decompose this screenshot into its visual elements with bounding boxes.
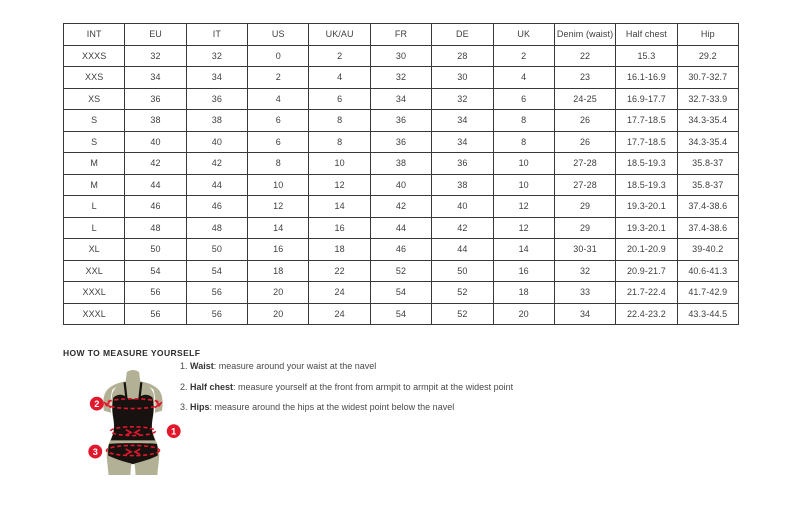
size-cell: 12 <box>309 174 370 196</box>
size-cell: 40 <box>186 131 247 153</box>
size-cell: 44 <box>370 217 431 239</box>
size-cell: 44 <box>125 174 186 196</box>
size-cell: 38 <box>186 110 247 132</box>
size-cell: 10 <box>493 174 554 196</box>
size-cell: 19.3-20.1 <box>616 217 677 239</box>
size-cell: 36 <box>370 131 431 153</box>
size-row <box>64 260 739 282</box>
size-cell: 20.9-21.7 <box>616 260 677 282</box>
column-header: FR <box>370 24 431 46</box>
size-cell: 18 <box>248 260 309 282</box>
size-cell: 44 <box>186 174 247 196</box>
size-cell: 22 <box>309 260 370 282</box>
column-header: Hip <box>677 24 738 46</box>
measure-item-text: : measure yourself at the front from armpit to armpit at the widest point <box>233 381 514 392</box>
size-cell: 34 <box>554 303 615 325</box>
size-cell: 50 <box>186 239 247 261</box>
measure-item-waist <box>180 362 513 371</box>
size-cell: 56 <box>186 303 247 325</box>
measure-instructions <box>180 362 513 424</box>
mannequin-illustration <box>87 369 183 477</box>
size-cell: 40 <box>125 131 186 153</box>
size-cell: 24 <box>309 303 370 325</box>
size-cell: 18.5-19.3 <box>616 174 677 196</box>
size-row <box>64 45 739 67</box>
size-cell: 18.5-19.3 <box>616 153 677 175</box>
size-cell: 46 <box>370 239 431 261</box>
size-chart-body <box>64 45 739 325</box>
size-cell: XXXL <box>64 303 125 325</box>
size-cell: 6 <box>309 88 370 110</box>
size-cell: 32 <box>186 45 247 67</box>
size-cell: 52 <box>432 303 493 325</box>
size-cell: 20 <box>248 282 309 304</box>
size-cell: 42 <box>370 196 431 218</box>
size-cell: 46 <box>186 196 247 218</box>
size-cell: XXS <box>64 67 125 89</box>
size-cell: 43.3-44.5 <box>677 303 738 325</box>
size-row <box>64 196 739 218</box>
size-row <box>64 88 739 110</box>
size-cell: M <box>64 153 125 175</box>
size-cell: 54 <box>186 260 247 282</box>
size-cell: 16.1-16.9 <box>616 67 677 89</box>
size-cell: XS <box>64 88 125 110</box>
mannequin-figure <box>87 369 183 477</box>
size-cell: 16 <box>309 217 370 239</box>
size-cell: 8 <box>493 110 554 132</box>
size-cell: 8 <box>493 131 554 153</box>
column-header: UK/AU <box>309 24 370 46</box>
size-cell: 34 <box>186 67 247 89</box>
size-cell: 29 <box>554 217 615 239</box>
column-header: EU <box>125 24 186 46</box>
size-cell: 39-40.2 <box>677 239 738 261</box>
size-row <box>64 303 739 325</box>
size-cell: 36 <box>370 110 431 132</box>
size-cell: 14 <box>248 217 309 239</box>
size-cell: 46 <box>125 196 186 218</box>
size-cell: 10 <box>493 153 554 175</box>
marker-label-hips: 3 <box>92 446 98 457</box>
measure-item-text: : measure around the hips at the widest point below the navel <box>209 402 455 412</box>
size-cell: 36 <box>186 88 247 110</box>
size-cell: 17.7-18.5 <box>616 110 677 132</box>
size-cell: 44 <box>432 239 493 261</box>
marker-label-half-chest: 2 <box>94 398 100 409</box>
size-cell: 32 <box>432 88 493 110</box>
measure-item-number: 2. <box>180 381 188 392</box>
size-cell: 26 <box>554 110 615 132</box>
size-cell: 32 <box>370 67 431 89</box>
size-row <box>64 131 739 153</box>
size-cell: 24 <box>309 282 370 304</box>
size-cell: 29.2 <box>677 45 738 67</box>
column-header: Denim (waist) <box>554 24 615 46</box>
size-cell: 16.9-17.7 <box>616 88 677 110</box>
size-cell: 42 <box>432 217 493 239</box>
size-cell: 4 <box>493 67 554 89</box>
size-cell: 42 <box>125 153 186 175</box>
size-cell: 8 <box>309 110 370 132</box>
size-cell: 37.4-38.6 <box>677 217 738 239</box>
size-cell: 0 <box>248 45 309 67</box>
size-cell: 48 <box>186 217 247 239</box>
size-cell: 54 <box>370 303 431 325</box>
size-cell: 24-25 <box>554 88 615 110</box>
measure-item-term: Half chest <box>190 381 234 392</box>
size-cell: 52 <box>370 260 431 282</box>
size-cell: 10 <box>309 153 370 175</box>
size-cell: 34.3-35.4 <box>677 131 738 153</box>
size-cell: 56 <box>186 282 247 304</box>
size-cell: 27-28 <box>554 174 615 196</box>
size-cell: 48 <box>125 217 186 239</box>
size-cell: 12 <box>493 196 554 218</box>
column-header: INT <box>64 24 125 46</box>
size-cell: XXL <box>64 260 125 282</box>
size-cell: 50 <box>125 239 186 261</box>
size-cell: 12 <box>493 217 554 239</box>
column-header: IT <box>186 24 247 46</box>
size-chart-head <box>64 24 739 46</box>
size-cell: 42 <box>186 153 247 175</box>
measure-item-half-chest <box>180 383 513 392</box>
size-cell: 18 <box>493 282 554 304</box>
size-cell: 30 <box>432 67 493 89</box>
size-cell: 40 <box>370 174 431 196</box>
size-row <box>64 217 739 239</box>
size-row <box>64 174 739 196</box>
size-cell: 21.7-22.4 <box>616 282 677 304</box>
size-cell: 8 <box>248 153 309 175</box>
size-cell: 54 <box>370 282 431 304</box>
size-cell: 8 <box>309 131 370 153</box>
measure-item-text: : measure around your waist at the navel <box>213 361 377 371</box>
size-cell: L <box>64 217 125 239</box>
size-cell: 12 <box>248 196 309 218</box>
measure-item-number: 1. <box>180 361 188 371</box>
size-cell: 2 <box>493 45 554 67</box>
column-header: UK <box>493 24 554 46</box>
size-cell: 22.4-23.2 <box>616 303 677 325</box>
size-cell: 23 <box>554 67 615 89</box>
size-cell: 40 <box>432 196 493 218</box>
size-cell: 6 <box>248 110 309 132</box>
size-cell: 32 <box>125 45 186 67</box>
size-cell: L <box>64 196 125 218</box>
size-cell: 56 <box>125 282 186 304</box>
size-row <box>64 153 739 175</box>
size-cell: 34 <box>432 131 493 153</box>
size-cell: M <box>64 174 125 196</box>
size-cell: 4 <box>248 88 309 110</box>
size-cell: 36 <box>125 88 186 110</box>
size-cell: 18 <box>309 239 370 261</box>
size-cell: 14 <box>309 196 370 218</box>
measure-item-term: Hips <box>190 402 210 412</box>
size-cell: XXXS <box>64 45 125 67</box>
size-cell: 19.3-20.1 <box>616 196 677 218</box>
size-cell: 6 <box>493 88 554 110</box>
size-cell: 4 <box>309 67 370 89</box>
size-cell: 29 <box>554 196 615 218</box>
measure-heading: HOW TO MEASURE YOURSELF <box>63 348 201 358</box>
size-cell: 15.3 <box>616 45 677 67</box>
size-cell: 2 <box>309 45 370 67</box>
size-chart-table <box>63 23 739 325</box>
size-cell: 36 <box>432 153 493 175</box>
size-cell: 52 <box>432 282 493 304</box>
size-cell: 30.7-32.7 <box>677 67 738 89</box>
size-cell: 30-31 <box>554 239 615 261</box>
size-cell: 22 <box>554 45 615 67</box>
size-cell: 33 <box>554 282 615 304</box>
size-cell: S <box>64 131 125 153</box>
size-row <box>64 239 739 261</box>
size-cell: S <box>64 110 125 132</box>
size-cell: XXXL <box>64 282 125 304</box>
size-cell: 41.7-42.9 <box>677 282 738 304</box>
size-cell: 35.8-37 <box>677 174 738 196</box>
size-cell: 50 <box>432 260 493 282</box>
size-cell: 10 <box>248 174 309 196</box>
size-cell: 34 <box>125 67 186 89</box>
size-cell: 16 <box>493 260 554 282</box>
size-cell: 28 <box>432 45 493 67</box>
size-cell: XL <box>64 239 125 261</box>
size-cell: 32.7-33.9 <box>677 88 738 110</box>
size-row <box>64 282 739 304</box>
size-cell: 32 <box>554 260 615 282</box>
column-header: US <box>248 24 309 46</box>
size-cell: 16 <box>248 239 309 261</box>
size-cell: 37.4-38.6 <box>677 196 738 218</box>
size-cell: 34.3-35.4 <box>677 110 738 132</box>
size-cell: 34 <box>432 110 493 132</box>
size-cell: 54 <box>125 260 186 282</box>
measure-item-number: 3. <box>180 402 188 412</box>
size-cell: 30 <box>370 45 431 67</box>
size-row <box>64 67 739 89</box>
size-cell: 40.6-41.3 <box>677 260 738 282</box>
size-cell: 35.8-37 <box>677 153 738 175</box>
size-cell: 14 <box>493 239 554 261</box>
size-cell: 26 <box>554 131 615 153</box>
size-cell: 20 <box>493 303 554 325</box>
marker-label-waist: 1 <box>171 426 177 437</box>
size-cell: 27-28 <box>554 153 615 175</box>
size-cell: 6 <box>248 131 309 153</box>
size-cell: 38 <box>432 174 493 196</box>
size-row <box>64 110 739 132</box>
size-cell: 38 <box>125 110 186 132</box>
column-header: DE <box>432 24 493 46</box>
size-cell: 20.1-20.9 <box>616 239 677 261</box>
column-header: Half chest <box>616 24 677 46</box>
size-cell: 56 <box>125 303 186 325</box>
measure-item-term: Waist <box>190 361 214 371</box>
measure-item-hips <box>180 403 513 412</box>
size-cell: 17.7-18.5 <box>616 131 677 153</box>
size-cell: 38 <box>370 153 431 175</box>
size-cell: 20 <box>248 303 309 325</box>
size-cell: 34 <box>370 88 431 110</box>
size-chart-header-row <box>64 24 739 46</box>
size-cell: 2 <box>248 67 309 89</box>
